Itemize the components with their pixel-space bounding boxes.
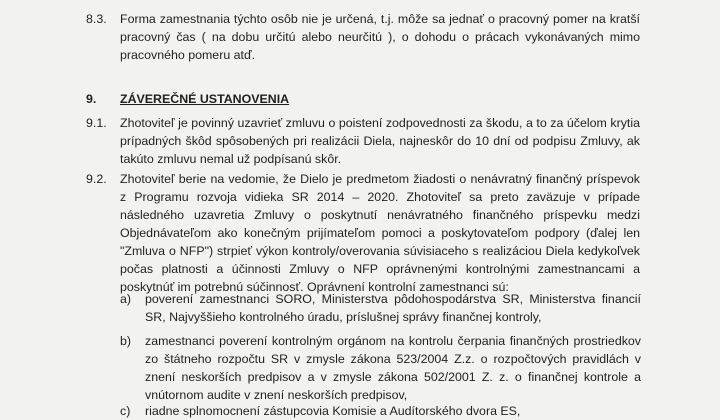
list-item-text-c: riadne splnomocnení zástupcovia Komisie a Audítorského dvora ES, <box>145 404 521 418</box>
list-item-text-b: zamestnanci poverení kontrolným orgánom na kontrolu čerpania finančných prostriedkov zo štátneho rozpočtu SR v zmysle zákona 523/2004 Z.z. o rozpočtových pravidlách v znení neskorších predpisov a v zmysle zákona 502/2001 Z. z. o finančnej kontrole a vnútornom audite v znení neskorších predpisov, <box>145 334 641 402</box>
section-text-9-1: Zhotoviteľ je povinný uzavrieť zmluvu o poistení zodpovednosti za škodu, a to za účelom krytia prípadných škôd spôsobených pri realizácii Diela, najneskôr do 10 dní od podpisu Zmluvy, ak takúto zmluvu nemal už podpísanú skôr. <box>120 116 640 166</box>
section-number-9-2: 9.2. <box>86 172 107 186</box>
list-item-letter-b: b) <box>120 334 132 348</box>
list-item-letter-a: a) <box>120 292 132 306</box>
section-number-8-3: 8.3. <box>86 12 107 26</box>
section-heading-title-9: ZÁVEREČNÉ USTANOVENIA <box>120 92 290 106</box>
section-text-8-3: Forma zamestnania týchto osôb nie je určená, t.j. môže sa jednať o pracovný pomer na kratší pracovný čas ( na dobu určitú alebo neurčitú ), o dohodu o prácach vykonávaných mimo pracovného pomeru atď. <box>120 12 640 62</box>
section-number-9-1: 9.1. <box>86 116 107 130</box>
section-heading-number-9: 9. <box>86 92 97 106</box>
list-item-text-a: poverení zamestnanci SORO, Ministerstva pôdohospodárstva SR, Ministerstva financií SR, Najvyššieho kontrolného úradu, príslušnej správy finančnej kontroly, <box>145 292 641 324</box>
section-text-9-2: Zhotoviteľ berie na vedomie, že Dielo je predmetom žiadosti o nenávratný finančný príspevok z Programu rozvoja vidieka SR 2014 – 2020. Zhotoviteľ sa preto zaväzuje v prípade následného uzavretia Zmluvy o poskytnutí nenávratného finančného príspevku medzi Objednávateľom ako konečným prijímateľom pomoci a poskytovateľom podpory (ďalej len "Zmluva o NFP") strpieť výkon kontroly/overovania súvisiaceho s realizáciou Diela kedykoľvek počas platnosti a účinnosti Zmluvy o NFP oprávnenými kontrolnými zamestnancami a poskytnúť im potrebnú súčinnosť. Oprávnení kontrolní zamestnanci sú: <box>120 172 640 294</box>
list-item-letter-c: c) <box>120 404 131 418</box>
